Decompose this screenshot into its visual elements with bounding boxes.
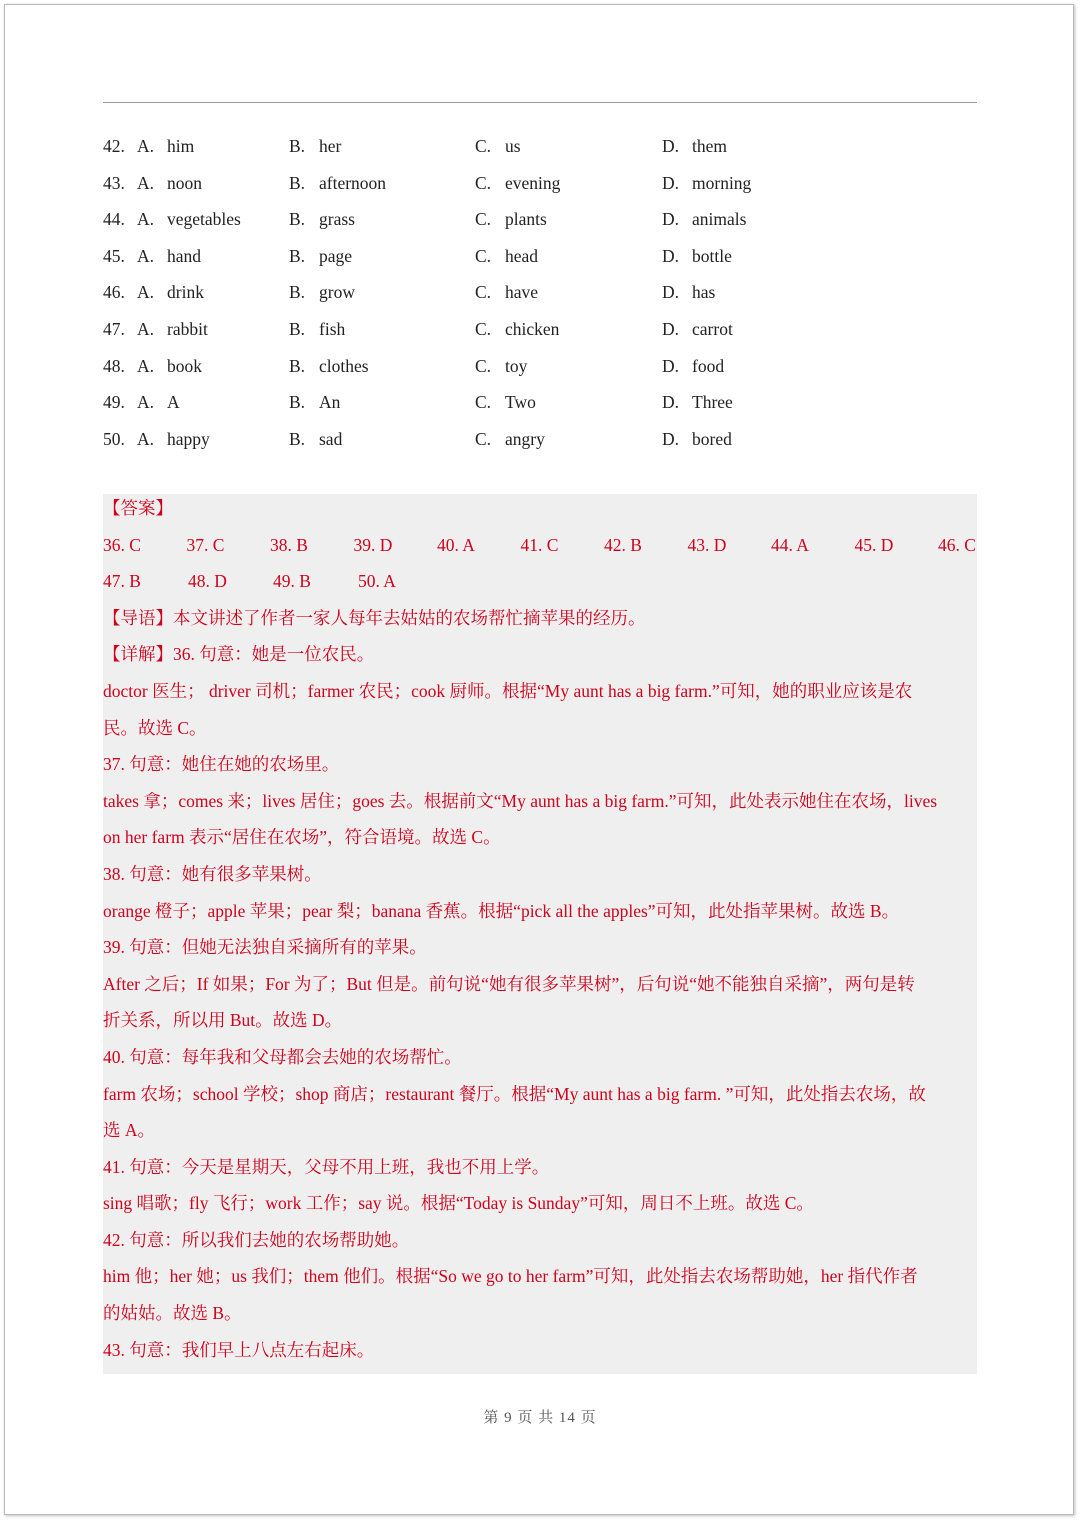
option-letter: B.	[289, 172, 306, 193]
answer-key: 39. D	[353, 534, 393, 555]
answer-key: 40. A	[437, 534, 475, 555]
answer-key: 44. A	[771, 534, 809, 555]
option-letter: C.	[475, 172, 492, 193]
explanation-line: 选 A。	[103, 1120, 156, 1141]
explanation-line: farm 农场；school 学校；shop 商店；restaurant 餐厅。根据“My aunt has a big farm. ”可知，此处指去农场，故	[103, 1083, 926, 1104]
answer-key: 47. B	[103, 571, 141, 592]
question-number: 47.	[103, 318, 125, 339]
option-letter: B.	[289, 428, 306, 449]
option-text: him	[167, 136, 195, 156]
option-letter: D.	[662, 282, 680, 303]
option-letter: D.	[662, 318, 680, 339]
option-letter: B.	[289, 392, 306, 413]
question-number: 50.	[103, 428, 125, 449]
option-text: vegetables	[167, 209, 241, 230]
explanation-line: 38. 句意：她有很多苹果树。	[103, 863, 322, 884]
question-option-row	[103, 128, 977, 165]
explanation-line: 39. 句意：但她无法独自采摘所有的苹果。	[103, 937, 427, 958]
option-text: fish	[319, 318, 346, 339]
option-letter: B.	[289, 282, 306, 303]
question-option-row	[103, 421, 977, 458]
option-letter: A.	[137, 428, 155, 449]
option-text: hand	[167, 245, 202, 266]
option-d	[662, 165, 751, 202]
question-option-row	[103, 348, 977, 385]
option-d	[662, 311, 733, 348]
option-letter: A.	[137, 282, 155, 303]
answer-key: 45. D	[854, 534, 894, 555]
option-text: angry	[505, 428, 545, 449]
option-text: plants	[505, 209, 547, 230]
option-letter: A.	[137, 172, 155, 193]
option-text: morning	[692, 172, 752, 193]
option-text: An	[319, 392, 341, 413]
option-a	[137, 311, 208, 348]
question-number: 46.	[103, 282, 125, 303]
option-text: afternoon	[319, 172, 387, 193]
option-a	[137, 348, 202, 385]
question-option-row	[103, 384, 977, 421]
option-text: us	[505, 136, 521, 156]
question-number: 44.	[103, 209, 125, 230]
answer-key: 46. C	[938, 534, 976, 555]
answer-key: 41. C	[520, 534, 559, 555]
option-a	[137, 384, 180, 421]
option-d	[662, 421, 732, 458]
option-letter: A.	[137, 136, 155, 156]
question-number: 45.	[103, 245, 125, 266]
option-letter: A.	[137, 245, 155, 266]
option-b	[289, 421, 342, 458]
option-c	[475, 201, 547, 238]
option-text: Two	[505, 392, 536, 413]
question-option-row	[103, 238, 977, 275]
answer-section	[103, 490, 977, 1368]
option-b	[289, 128, 341, 165]
explanation-line: orange 橙子；apple 苹果；pear 梨；banana 香蕉。根据“pick all the apples”可知，此处指苹果树。故选 B。	[103, 900, 900, 921]
explanation-line: 40. 句意：每年我和父母都会去她的农场帮忙。	[103, 1046, 462, 1067]
option-letter: D.	[662, 245, 680, 266]
option-d	[662, 348, 724, 385]
option-b	[289, 165, 386, 202]
option-letter: A.	[137, 318, 155, 339]
explanation-line: 折关系，所以用 But。故选 D。	[103, 1010, 343, 1031]
option-a	[137, 274, 204, 311]
option-letter: B.	[289, 355, 306, 376]
option-c	[475, 274, 538, 311]
option-c	[475, 384, 536, 421]
answer-key: 49. B	[273, 571, 311, 592]
option-letter: D.	[662, 209, 680, 230]
option-d	[662, 238, 732, 275]
options-list	[103, 128, 977, 457]
option-text: them	[692, 136, 727, 156]
option-letter: A.	[137, 392, 155, 413]
option-letter: C.	[475, 428, 492, 449]
option-b	[289, 311, 345, 348]
question-number: 43.	[103, 172, 125, 193]
option-d	[662, 384, 733, 421]
option-text: toy	[505, 355, 528, 376]
explanation-line: him 他；her 她；us 我们；them 他们。根据“So we go to her farm”可知，此处指去农场帮助她，her 指代作者	[103, 1266, 918, 1287]
option-text: have	[505, 282, 539, 303]
option-text: clothes	[319, 355, 369, 376]
option-letter: D.	[662, 136, 680, 156]
option-a	[137, 421, 210, 458]
option-letter: B.	[289, 209, 306, 230]
option-text: bored	[692, 428, 732, 449]
answer-key: 37. C	[186, 534, 225, 555]
explanation-line: on her farm 表示“居住在农场”，符合语境。故选 C。	[103, 827, 501, 848]
option-letter: B.	[289, 136, 306, 156]
explanation-line: 【导语】本文讲述了作者一家人每年去姑姑的农场帮忙摘苹果的经历。	[103, 607, 646, 628]
option-letter: D.	[662, 355, 680, 376]
answer-key: 43. D	[687, 534, 727, 555]
option-text: her	[319, 136, 342, 156]
option-b	[289, 201, 355, 238]
option-d	[662, 201, 746, 238]
explanation-line: 41. 句意：今天是星期天，父母不用上班，我也不用上学。	[103, 1156, 550, 1177]
option-a	[137, 128, 194, 165]
question-number: 42.	[103, 136, 125, 156]
explanation-line: doctor 医生； driver 司机；farmer 农民；cook 厨师。根据“My aunt has a big farm.”可知，她的职业应该是农	[103, 680, 913, 701]
option-d	[662, 128, 727, 165]
option-letter: A.	[137, 355, 155, 376]
option-a	[137, 201, 241, 238]
answer-keys-row-1	[103, 527, 977, 564]
answer-key: 48. D	[188, 571, 227, 592]
option-text: grow	[319, 282, 355, 303]
header-rule	[103, 102, 977, 103]
option-letter: C.	[475, 209, 492, 230]
option-text: Three	[692, 392, 733, 413]
option-letter: C.	[475, 282, 492, 303]
option-b	[289, 348, 369, 385]
explanation-line: After 之后；If 如果；For 为了；But 但是。前句说“她有很多苹果树”，后句说“她不能独自采摘”，两句是转	[103, 973, 915, 994]
option-b	[289, 274, 355, 311]
option-letter: C.	[475, 355, 492, 376]
option-d	[662, 274, 715, 311]
option-text: head	[505, 245, 539, 266]
option-c	[475, 421, 545, 458]
explanation-line: 37. 句意：她住在她的农场里。	[103, 754, 340, 775]
option-text: carrot	[692, 318, 733, 339]
option-text: grass	[319, 209, 355, 230]
option-text: chicken	[505, 318, 560, 339]
option-b	[289, 238, 352, 275]
answer-key: 36. C	[103, 534, 141, 555]
option-text: page	[319, 245, 353, 266]
answer-keys-row-2	[103, 563, 977, 600]
option-text: happy	[167, 428, 210, 449]
option-text: sad	[319, 428, 343, 449]
answer-key: 38. B	[270, 534, 308, 555]
option-text: has	[692, 282, 716, 303]
option-letter: C.	[475, 318, 492, 339]
answer-heading: 【答案】	[103, 498, 173, 518]
explanation-line: 43. 句意：我们早上八点左右起床。	[103, 1339, 375, 1360]
option-letter: C.	[475, 392, 492, 413]
option-text: rabbit	[167, 318, 208, 339]
option-text: A	[167, 392, 180, 413]
option-c	[475, 238, 538, 275]
page-footer: 第 9 页 共 14 页	[483, 1410, 597, 1426]
question-option-row	[103, 201, 977, 238]
explanation-line: takes 拿；comes 来；lives 居住；goes 去。根据前文“My aunt has a big farm.”可知，此处表示她住在农场，lives	[103, 790, 938, 811]
option-c	[475, 165, 560, 202]
option-text: book	[167, 355, 202, 376]
question-number: 49.	[103, 392, 125, 413]
explanation-line: sing 唱歌；fly 飞行；work 工作；say 说。根据“Today is Sunday”可知，周日不上班。故选 C。	[103, 1193, 814, 1214]
option-c	[475, 311, 559, 348]
option-text: bottle	[692, 245, 732, 266]
option-text: drink	[167, 282, 204, 303]
explanation-line: 【详解】36. 句意：她是一位农民。	[103, 644, 375, 665]
question-option-row	[103, 165, 977, 202]
option-letter: D.	[662, 172, 680, 193]
explanation-line: 的姑姑。故选 B。	[103, 1303, 242, 1324]
option-a	[137, 238, 201, 275]
option-letter: D.	[662, 428, 680, 449]
question-number: 48.	[103, 355, 125, 376]
question-option-row	[103, 274, 977, 311]
option-text: evening	[505, 172, 561, 193]
explanation-line: 民。故选 C。	[103, 717, 207, 738]
option-a	[137, 165, 202, 202]
option-text: food	[692, 355, 725, 376]
option-text: animals	[692, 209, 747, 230]
option-letter: A.	[137, 209, 155, 230]
option-letter: D.	[662, 392, 680, 413]
answer-key: 50. A	[358, 571, 396, 592]
option-letter: B.	[289, 245, 306, 266]
option-letter: B.	[289, 318, 306, 339]
explanations	[103, 600, 977, 1368]
option-letter: C.	[475, 136, 492, 156]
answer-key: 42. B	[604, 534, 642, 555]
explanation-line: 42. 句意：所以我们去她的农场帮助她。	[103, 1229, 410, 1250]
option-c	[475, 128, 521, 165]
option-c	[475, 348, 527, 385]
option-b	[289, 384, 340, 421]
option-text: noon	[167, 172, 202, 193]
question-option-row	[103, 311, 977, 348]
option-letter: C.	[475, 245, 492, 266]
